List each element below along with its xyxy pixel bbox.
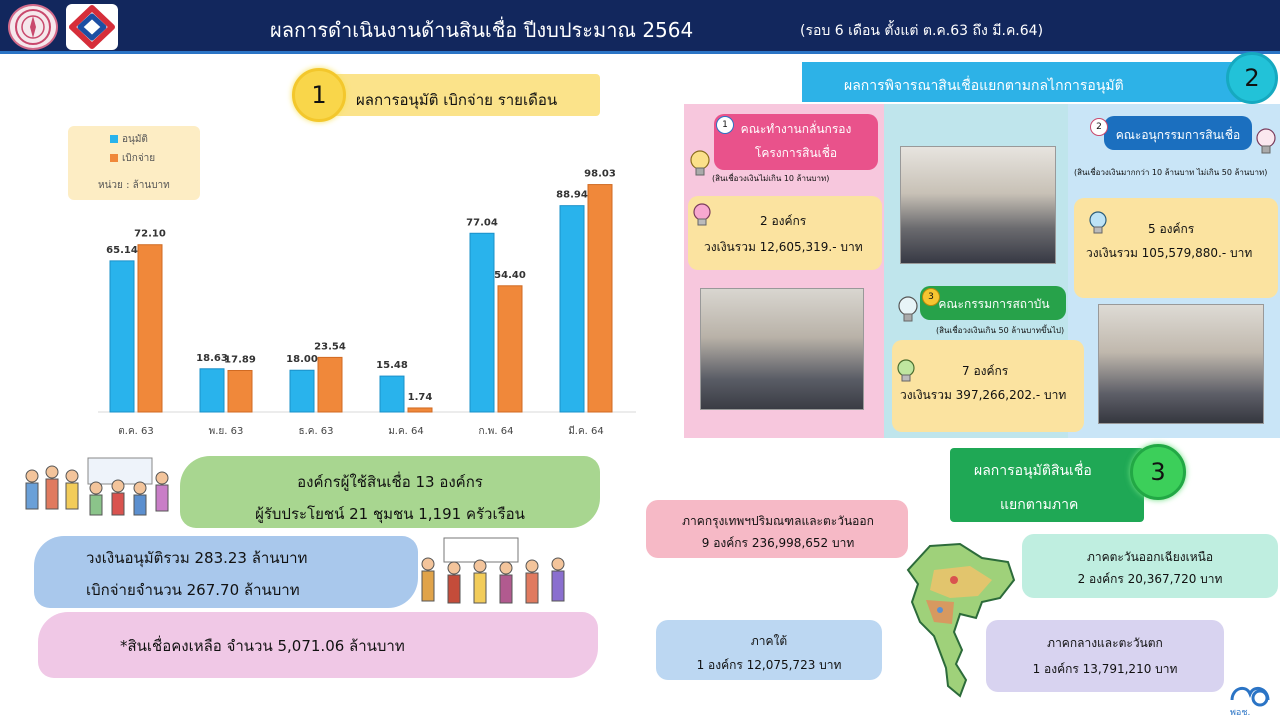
seal-icon [10, 6, 56, 48]
page-title: ผลการดำเนินงานด้านสินเชื่อ ปีงบประมาณ 2564 [270, 18, 694, 42]
bar-approve [200, 369, 224, 412]
lightbulb-icon [894, 356, 918, 386]
committee1-note: (สินเชื่อวงเงินไม่เกิน 10 ล้านบาท) [712, 174, 830, 183]
people-illustration [18, 456, 178, 518]
region-central-panel [986, 620, 1224, 692]
region-bangkok-name: ภาคกรุงเทพฯปริมณฑลและตะวันออก [682, 514, 874, 528]
section1-title: ผลการอนุมัติ เบิกจ่าย รายเดือน [356, 91, 558, 109]
legend-label-disburse: เบิกจ่าย [122, 153, 156, 164]
committee3-count: 7 องค์กร [962, 364, 1009, 378]
bar-disburse [138, 245, 162, 412]
page-subtitle: (รอบ 6 เดือน ตั้งแต่ ต.ค.63 ถึง มี.ค.64) [800, 23, 1044, 39]
bar-value-label: 54.40 [494, 269, 526, 281]
bar-value-label: 1.74 [407, 391, 433, 403]
bar-approve [110, 261, 134, 412]
x-tick-label: ก.พ. 64 [478, 426, 514, 437]
region-bangkok-value: 9 องค์กร 236,998,652 บาท [701, 536, 855, 550]
legend-label-approve: อนุมัติ [122, 134, 148, 145]
community-illustration [414, 536, 574, 608]
committee1-name-line1: คณะทำงานกลั่นกรอง [740, 122, 852, 136]
committee1-amount: วงเงินรวม 12,605,319.- บาท [704, 240, 863, 254]
footer-logo-text: พอช. [1230, 708, 1251, 718]
bar-value-label: 18.63 [196, 352, 228, 364]
bar-value-label: 72.10 [134, 228, 166, 240]
section2-title: ผลการพิจารณาสินเชื่อแยกตามกลไกการอนุมัติ [844, 78, 1124, 94]
legend-swatch-approve [110, 135, 118, 143]
bar-disburse [228, 370, 252, 412]
x-tick-label: ต.ค. 63 [118, 426, 154, 437]
section2-number-badge: 2 [1226, 52, 1278, 104]
bar-approve [470, 233, 494, 412]
bar-value-label: 77.04 [466, 217, 498, 229]
x-tick-label: ธ.ค. 63 [298, 426, 334, 437]
x-tick-label: มี.ค. 64 [568, 426, 604, 437]
bar-value-label: 88.94 [556, 189, 588, 201]
bar-value-label: 23.54 [314, 341, 346, 353]
bar-value-label: 98.03 [584, 168, 616, 180]
section3-title-line1: ผลการอนุมัติสินเชื่อ [974, 463, 1092, 479]
region-northeast-value: 2 องค์กร 20,367,720 บาท [1077, 572, 1223, 586]
lightbulb-icon [1086, 208, 1110, 238]
bar-disburse [318, 357, 342, 412]
summary-approved-text: วงเงินอนุมัติรวม 283.23 ล้านบาท [86, 549, 308, 567]
committee2-note: (สินเชื่อวงเงินมากกว่า 10 ล้านบาท ไม่เกิน 50 ล้านบาท) [1074, 168, 1268, 177]
section3-number-badge: 3 [1130, 444, 1186, 500]
section3-title-line2: แยกตามภาค [1000, 497, 1079, 513]
region-northeast-name: ภาคตะวันออกเฉียงเหนือ [1086, 550, 1214, 564]
meeting-photo-3 [1098, 304, 1264, 424]
summary-disbursed-text: เบิกจ่ายจำนวน 267.70 ล้านบาท [86, 581, 300, 599]
meeting-photo-1 [700, 288, 864, 410]
bar-value-label: 65.14 [106, 244, 138, 256]
x-tick-label: พ.ย. 63 [208, 426, 244, 437]
committee1-count: 2 องค์กร [760, 214, 807, 228]
committee1-result-box [688, 196, 882, 270]
codi-logo [66, 4, 118, 50]
committee3-number: 3 [922, 288, 940, 306]
codi-anniversary-logo [1226, 680, 1274, 718]
lightbulb-icon [690, 200, 714, 230]
bar-approve [380, 376, 404, 412]
committee1-name-line2: โครงการสินเชื่อ [754, 146, 838, 160]
committee3-name: คณะกรรมการสถาบัน [938, 297, 1050, 311]
bar-disburse [498, 286, 522, 412]
x-tick-label: ม.ค. 64 [388, 426, 424, 437]
bar-value-label: 15.48 [376, 360, 408, 372]
region-central-name: ภาคกลางและตะวันตก [1047, 636, 1163, 650]
committee2-name: คณะอนุกรรมการสินเชื่อ [1115, 128, 1241, 142]
region-south-value: 1 องค์กร 12,075,723 บาท [696, 658, 842, 672]
committee3-note: (สินเชื่อวงเงินเกิน 50 ล้านบาทขึ้นไป) [936, 326, 1065, 335]
bar-value-label: 17.89 [224, 354, 256, 366]
lightbulb-icon [688, 148, 712, 178]
committee3-amount: วงเงินรวม 397,266,202.- บาท [900, 388, 1067, 402]
summary-orgs-text: องค์กรผู้ใช้สินเชื่อ 13 องค์กร [297, 473, 483, 491]
bar-disburse [588, 185, 612, 412]
bar-disburse [408, 408, 432, 412]
summary-beneficiaries-text: ผู้รับประโยชน์ 21 ชุมชน 1,191 ครัวเรือน [255, 505, 525, 523]
bar-approve [560, 206, 584, 412]
committee2-count: 5 องค์กร [1148, 222, 1195, 236]
committee1-number: 1 [716, 116, 734, 134]
meeting-photo-2 [900, 146, 1056, 264]
anniversary-logo-icon [1226, 680, 1274, 718]
royal-seal-logo [8, 4, 58, 50]
section1-number-badge: 1 [292, 68, 346, 122]
bar-approve [290, 370, 314, 412]
committee2-amount: วงเงินรวม 105,579,880.- บาท [1086, 246, 1253, 260]
summary-outstanding-text: *สินเชื่อคงเหลือ จำนวน 5,071.06 ล้านบาท [120, 637, 405, 655]
codi-logo-icon [66, 4, 118, 50]
monthly-bar-chart [90, 160, 650, 450]
region-central-value: 1 องค์กร 13,791,210 บาท [1032, 662, 1178, 676]
lightbulb-icon [896, 294, 920, 324]
lightbulb-icon [1254, 126, 1278, 156]
chart-unit-label: หน่วย : ล้านบาท [98, 180, 170, 191]
region-south-name: ภาคใต้ [750, 634, 788, 648]
bar-value-label: 18.00 [286, 354, 318, 366]
committee2-number: 2 [1090, 118, 1108, 136]
